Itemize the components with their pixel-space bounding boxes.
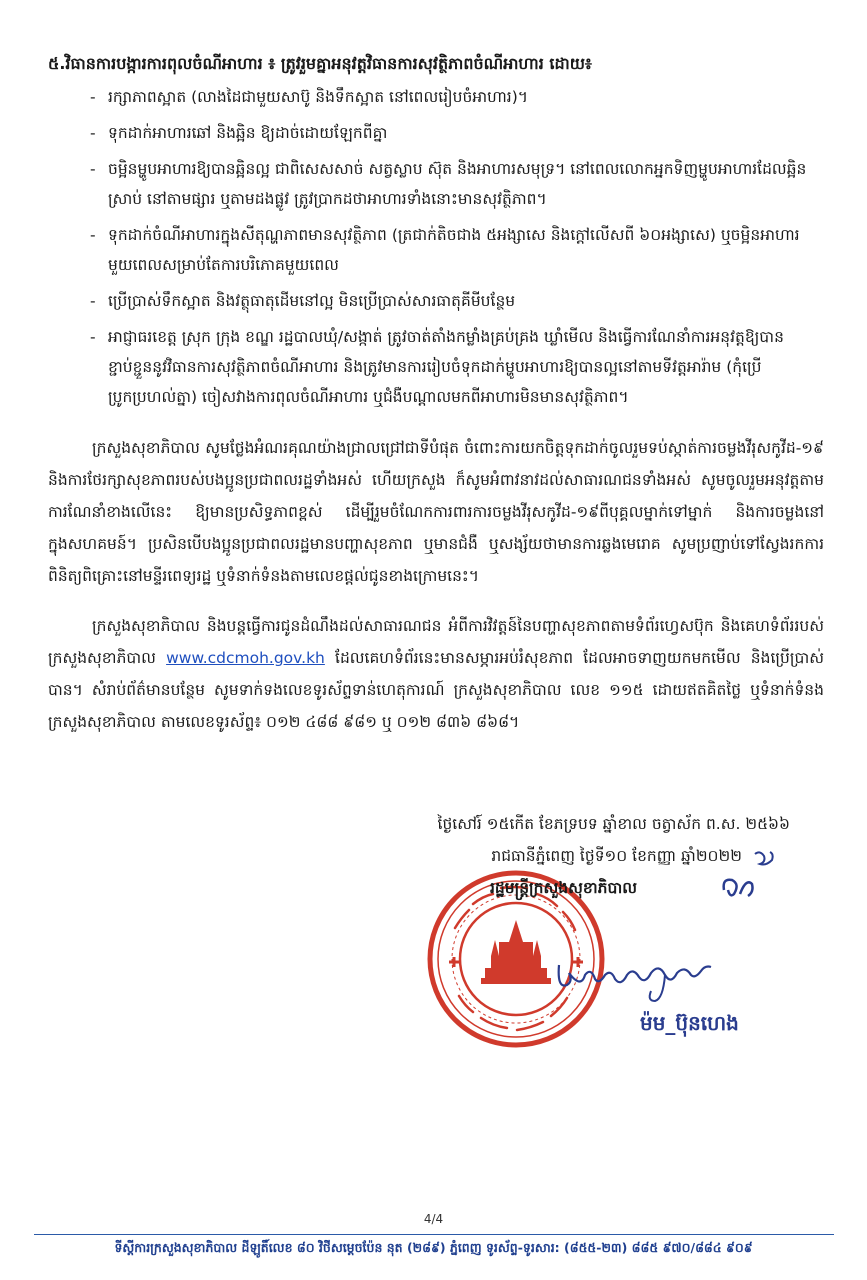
list-item: - ចម្អិនម្ហូបអាហារឱ្យបានឆ្អិនល្អ ជាពិសេសសាច់ សត្វស្លាប ស៊ុត និងអាហារសមុទ្រ។ នៅពេលលោកអ្នកទិញម្ហូបអាហារដែលឆ្អិនស្រាប់ នៅតាមផ្សារ ឬតាមដងផ្លូវ ត្រូវប្រាកដថាអាហារទាំងនោះមានសុវត្ថិភាព។ [90,160,807,208]
list-item: - អាជ្ញាធរខេត្ត ស្រុក ក្រុង ខណ្ឌ រដ្ឋបាលឃុំ/សង្កាត់ ត្រូវចាត់តាំងកម្លាំងគ្រប់គ្រង ឃ្លាំមើល និងធ្វើការណែនាំការអនុវត្តឱ្យបានខ្ជាប់ខ្ជួននូវវិធានការសុវត្ថិភាពចំណីអាហារ និងត្រូវមានការរៀបចំទុកដាក់ម្ហូបអាហារឱ្យបានល្អនៅតាមទីវត្តអារ៉ាម (កុំប្រើប្រូកប្រហល់ត្នា) ចៀសវាងការពុលចំណីអាហារ ឬជំងឺបណ្តាលមកពីអាហារមិនមានសុវត្ថិភាព។ [90,328,784,406]
initial-mark-icon [718,872,758,902]
document-body [48,50,824,756]
list-item: - ប្រើប្រាស់ទឹកស្អាត និងវត្ថុធាតុដើមនៅល្អ មិនប្រើប្រាស់សារធាតុគីមីបន្ថែម [90,292,516,310]
website-link[interactable]: www.cdcmoh.gov.kh [166,649,325,667]
date-solar: រាជធានីភ្នំពេញ ថ្ងៃទី១០ ខែកញ្ញា ឆ្នាំ២០២២ [491,847,742,865]
list-item: - ទុកដាក់ចំណីអាហារក្នុងសីតុណ្ហភាពមានសុវត្ថិភាព (ត្រជាក់តិចជាង ៥អង្សាសេ និងក្តៅលើសពី ៦០អង្សាសេ) ឬចម្អិនអាហារមួយពេលសម្រាប់តែការបរិភោគមួយពេល [90,226,800,274]
paragraph-thanks: ក្រសួងសុខាភិបាល សូមថ្លែងអំណរគុណយ៉ាងជ្រាលជ្រៅជាទីបំផុត ចំពោះការយកចិត្តទុកដាក់ចូលរួមទប់ស្កាត់ការចម្លងវីរុសកូវីដ-១៩ និងការថែរក្សាសុខភាពរបស់បងប្អូនប្រជាពលរដ្ឋទាំងអស់ ហើយក្រសួង ក៏សូមអំពាវនាវដល់សាធារណជនទាំងអស់ សូមចូលរួមអនុវត្តតាមការណែនាំខាងលើនេះ ឱ្យមានប្រសិទ្ធភាពខ្ពស់ ដើម្បីរួមចំណែកការពារការចម្លងវីរុសកូវីដ-១៩ពីបុគ្គលម្នាក់ទៅម្នាក់ និងការចម្លងនៅក្នុងសហគមន៍។ ប្រសិនបើបងប្អូនប្រជាពលរដ្ឋមានបញ្ហាសុខភាព ឬមានជំងឺ ឬសង្ស័យថាមានការឆ្លងមេរោគ សូមប្រញាប់ទៅស្វែងរកការពិនិត្យពិគ្រោះនៅមន្ទីរពេទ្យរដ្ឋ ឬទំនាក់ទំនងតាមលេខផ្តល់ជូនខាងក្រោមនេះ។ [48,439,824,585]
paragraph-info: ក្រសួងសុខាភិបាល និងបន្តធ្វើការជូនដំណឹងដល់សាធារណជន អំពីការវិវត្តន៍នៃបញ្ហាសុខភាពតាមទំព័រហ្វេសប៊ុក និងគេហទំព័ររបស់ក្រសួងសុខាភិបាល www.cdcmoh.gov.kh ដែលគេហទំព័រនេះមានសម្ភារអប់រំសុខភាព ដែលអាចទាញយកមកមើល និងប្រើប្រាស់បាន។ សំរាប់ព័ត៌មានបន្ថែម សូមទាក់ទងលេខទូរស័ព្ទទាន់ហេតុការណ៍ ក្រសួងសុខាភិបាល លេខ ១១៥ ដោយឥតគិតថ្លៃ ឬទំនាក់ទំនងក្រសួងសុខាភិបាល តាមលេខទូរស័ព្ទ៖ ០១២ ៤៨៨ ៩៨១ ឬ ០១២ ៨៣៦ ៨៦៨។ [48,617,824,731]
date-block [350,808,790,872]
handwritten-signature-icon [555,945,715,1005]
signatory-title: រដ្ឋមន្ត្រីក្រសួងសុខាភិបាល [490,879,637,897]
footer-divider [34,1234,834,1235]
page-number: 4/4 [423,1212,444,1226]
initial-mark-icon [752,848,778,870]
section-heading: ៥.វិធានការបង្ការការពុលចំណីអាហារ ៖ ត្រូវរួមគ្នាអនុវត្តវិធានការសុវត្ថិភាពចំណីអាហារ ដោយ៖ [48,54,592,73]
date-lunar: ថ្ងៃសៅរ៍ ១៥កើត ខែភទ្របទ ឆ្នាំខាល ចត្វាស័ក ព.ស. ២៥៦៦ [437,815,790,833]
list-item: - ទុកដាក់អាហារឆៅ និងឆ្អិន ឱ្យដាច់ដោយឡែកពីគ្នា [90,124,388,142]
list-item: - រក្សាភាពស្អាត (លាងដៃជាមួយសាប៊ូ និងទឹកស្អាត នៅពេលរៀបចំអាហារ)។ [90,88,528,106]
signatory-name: ម៉ម_ប៊ុនហេង [640,1011,739,1035]
footer-address: ទីស្តីការក្រសួងសុខាភិបាល ដីឡូតិ៍លេខ ៨០ វិថីសម្តេចប៉ែន នុត (២៨៩) ភ្នំពេញ ទូរស័ព្ទ-ទូរសារ: (៨៥៥-២៣) ៨៨៥ ៩៧០/៨៨៤ ៩០៩ [114,1240,753,1255]
measures-list [48,82,824,412]
